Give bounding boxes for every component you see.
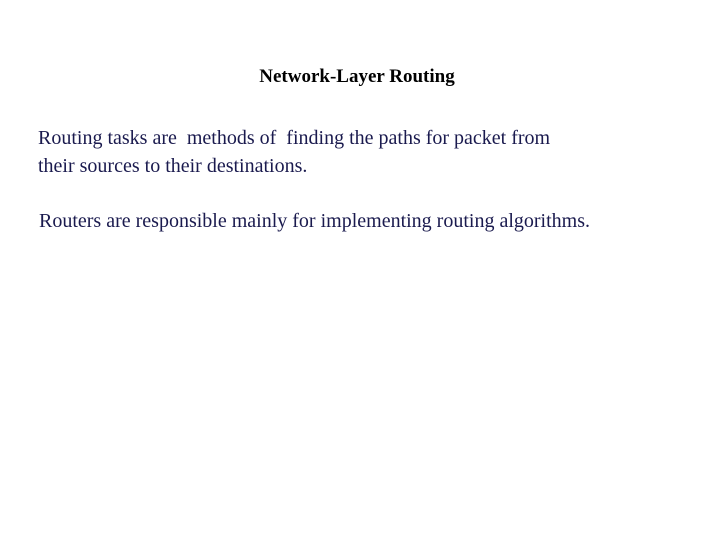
paragraph-line: Routing tasks are methods of finding the paths for packet from <box>38 127 551 149</box>
slide-title: Network-Layer Routing <box>259 66 455 87</box>
paragraph-routing-tasks <box>38 124 688 180</box>
paragraph-line: their sources to their destinations. <box>38 155 308 177</box>
paragraph-routers: Routers are responsible mainly for implementing routing algorithms. <box>39 210 591 232</box>
